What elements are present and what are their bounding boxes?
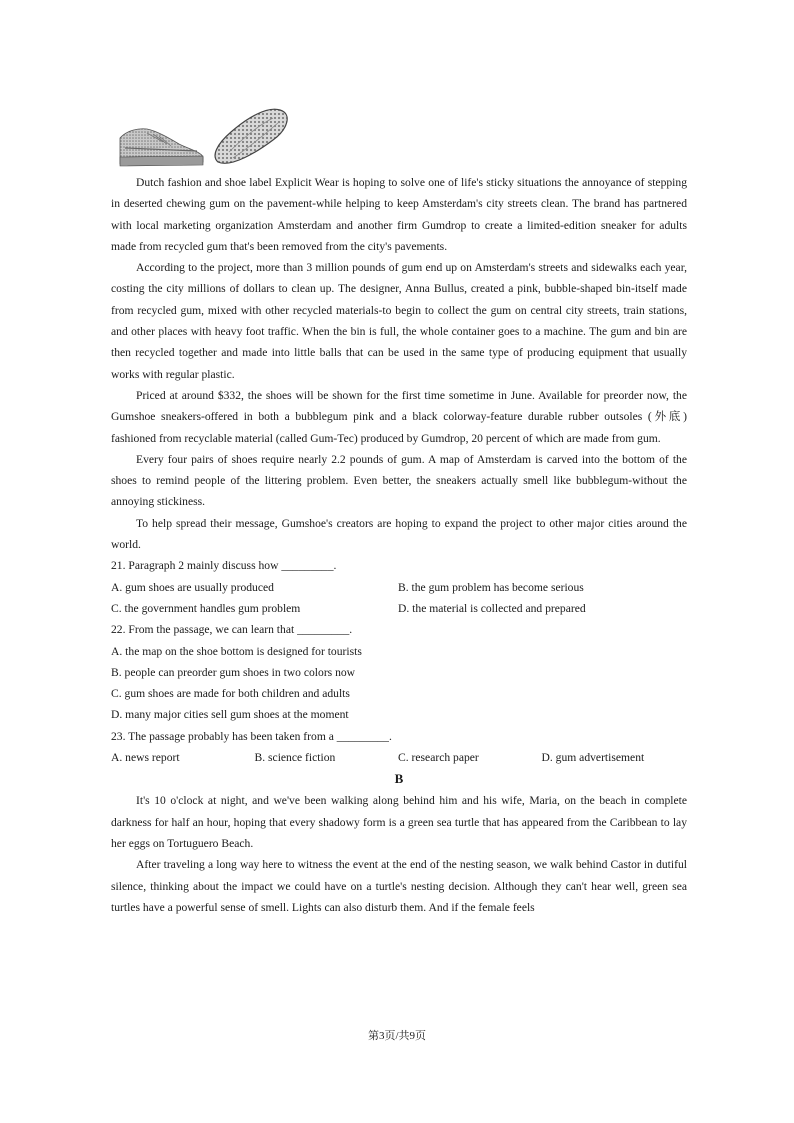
question-21-option-b: B. the gum problem has become serious — [398, 580, 584, 594]
passage-a-paragraph-4: Every four pairs of shoes require nearly 2.2 pounds of gum. A map of Amsterdam is carved into the bottom of the shoes to remind people of the littering problem. Even better, the sneakers actually smell like bubblegum-without the annoying stickiness. — [111, 452, 687, 509]
question-23-option-c: C. research paper — [398, 751, 479, 765]
question-23-options — [111, 747, 687, 768]
question-23-option-b: B. science fiction — [254, 751, 336, 765]
question-22-option-b: B. people can preorder gum shoes in two colors now — [111, 665, 356, 679]
page-number: 第3页/共9页 — [367, 1030, 427, 1042]
sneaker-side-icon — [120, 129, 203, 166]
question-21-option-d: D. the material is collected and prepared — [398, 601, 586, 615]
passage-a — [111, 172, 687, 918]
question-21-option-c: C. the government handles gum problem — [111, 601, 301, 615]
question-22-option-d: D. many major cities sell gum shoes at the moment — [111, 708, 349, 722]
question-21-options-row-2 — [111, 598, 687, 619]
question-21-stem: 21. Paragraph 2 mainly discuss how _________. — [111, 559, 337, 573]
passage-a-paragraph-2: According to the project, more than 3 million pounds of gum end up on Amsterdam's streets and sidewalks each year, costing the city millions of dollars to clean up. The designer, Anna Bullus, created a pink, bubble-shaped bin-itself made from recycled gum, mixed with other recycled materials-to begin to collect the gum on central city streets, train stations, and other places with heavy foot traffic. When the bin is full, the whole container goes to a machine. The gum and bin are then recycled together and made into little balls that can be used in the same type of producing equipment that usually works with regular plastic. — [111, 261, 687, 381]
passage-b-heading: B — [394, 771, 404, 787]
question-21-option-a: A. gum shoes are usually produced — [111, 580, 274, 594]
question-23-option-a: A. news report — [111, 751, 180, 765]
passage-a-paragraph-3: Priced at around $332, the shoes will be shown for the first time sometime in June. Available for preorder now, the Gumshoe sneakers-offered in both a bubblegum pink and a black colorway-feature durable rubber outsoles (外底) fashioned from recyclable material (called Gum-Tec) produced by Gumdrop, 20 percent of which are made from gum. — [111, 388, 687, 445]
sneaker-sole-icon — [215, 109, 287, 163]
question-23-option-d: D. gum advertisement — [541, 751, 645, 765]
passage-a-paragraph-5: To help spread their message, Gumshoe's creators are hoping to expand the project to other major cities around the world. — [111, 516, 687, 552]
question-22-option-c: C. gum shoes are made for both children and adults — [111, 687, 350, 701]
passage-a-paragraph-1: Dutch fashion and shoe label Explicit Wear is hoping to solve one of life's sticky situations the annoyance of stepping in deserted chewing gum on the pavement-while helping to keep Amsterdam's city streets clean. The brand has partnered with local marketing organization Amsterdam and another firm Gumdrop to create a limited-edition sneaker for adults made from recycled gum that's been removed from the city's pavements. — [111, 176, 687, 253]
passage-b-paragraph-2: After traveling a long way here to witness the event at the end of the nesting season, we walk behind Castor in dutiful silence, thinking about the impact we could have on a turtle's nesting decision. Although they can't hear well, green sea turtles have a powerful sense of smell. Lights can also disturb them. And if the female feels — [111, 858, 687, 914]
question-22-stem: 22. From the passage, we can learn that _________. — [111, 623, 353, 637]
question-21-options-row-1 — [111, 577, 687, 598]
sneaker-images — [117, 104, 292, 168]
question-23-stem: 23. The passage probably has been taken from a _________. — [111, 729, 392, 743]
passage-b-paragraph-1: It's 10 o'clock at night, and we've been walking along behind him and his wife, Maria, on the beach in complete darkness for half an hour, hoping that every shadowy form is a green sea turtle that has appeared from the Caribbean to lay her eggs on Tortuguero Beach. — [111, 794, 687, 850]
question-22-option-a: A. the map on the shoe bottom is designed for tourists — [111, 644, 362, 658]
